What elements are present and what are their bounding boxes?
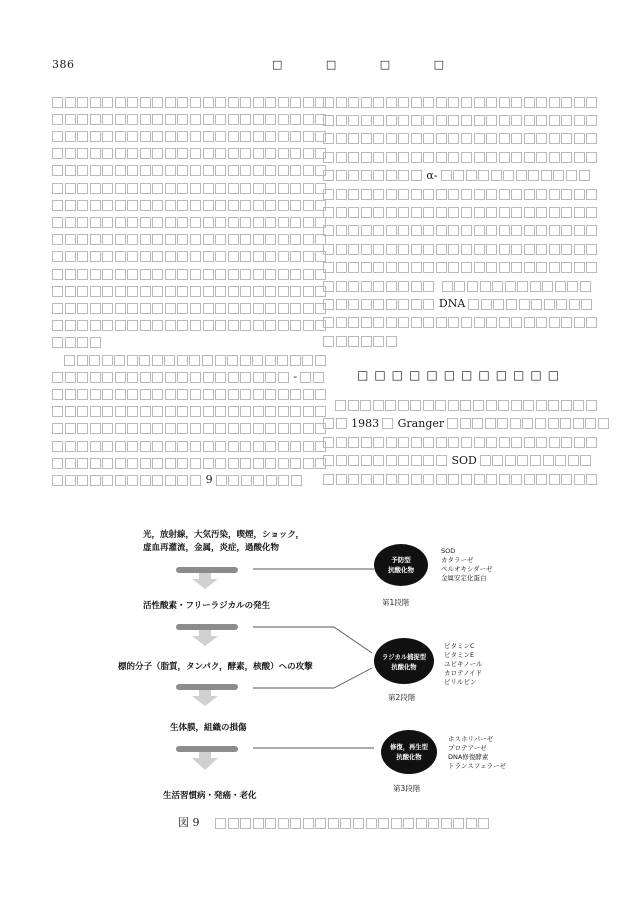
figure-caption-label: 図 9 (178, 816, 200, 829)
flow-arrow-4 (192, 752, 218, 770)
inline-term: 1983 (351, 416, 380, 430)
figure-caption-text (215, 816, 491, 829)
inline-term: DNA (438, 297, 466, 311)
inline-term: Granger (397, 416, 445, 430)
tissue-damage-label: 生体膜，組織の損傷 (170, 723, 247, 733)
stage3-item: プロテアーゼ (448, 744, 487, 752)
stage1-circle (374, 544, 428, 586)
stage1-item: ペルオキシダーゼ (441, 565, 493, 573)
stage2-group (374, 638, 483, 702)
target-molecule-label: 標的分子（脂質，タンパク，酵素，核酸）への攻撃 (118, 662, 313, 672)
stage1-item: 金属安定化蛋白 (441, 574, 487, 582)
page-number: 386 (52, 58, 75, 71)
flow-bar-1 (176, 567, 238, 573)
stage3-caption: 第3段階 (393, 784, 421, 793)
inline-term: - (293, 370, 298, 384)
inline-term: 9 (205, 473, 213, 487)
flow-bar-2 (176, 624, 238, 630)
stage2-item: ビリルビン (444, 678, 477, 686)
connector-lines (253, 569, 374, 748)
connector-stage2-top-diag (334, 627, 372, 653)
stage2-circle-label1: ラジカル捕捉型 (381, 654, 427, 661)
inline-term: α- (426, 168, 438, 182)
radical-generation-label: 活性酸素・フリーラジカルの発生 (143, 601, 271, 611)
flow-arrow-1 (192, 573, 218, 589)
stage1-circle-label1: 予防型 (391, 556, 411, 564)
running-head: □ □ □ □ (272, 58, 465, 71)
stage3-circle-label2: 抗酸化物 (396, 754, 422, 761)
stage3-group (381, 730, 506, 793)
stage1-item: SOD (441, 547, 456, 555)
cause-label-line1: 光，放射線，大気汚染，喫煙，ショック， (143, 530, 304, 540)
stage2-circle (374, 638, 434, 684)
connector-stage2-bottom-diag (334, 668, 372, 688)
flow-arrow-2 (192, 630, 218, 646)
stage1-circle-label2: 抗酸化物 (388, 566, 414, 574)
stage3-circle (381, 730, 437, 774)
stage3-circle-label1: 修復，再生型 (390, 744, 428, 751)
inline-term: SOD (451, 453, 477, 467)
stage3-item: トランスフェラーゼ (448, 762, 506, 770)
stage2-item: ユビキノール (444, 660, 483, 668)
flow-bar-4 (176, 746, 238, 752)
stage2-item: カロテノイド (444, 669, 482, 677)
stage3-item: DNA修復酵素 (448, 753, 489, 761)
stage2-circle-label2: 抗酸化物 (391, 664, 417, 671)
stage3-item: ホスホリパーゼ (448, 735, 494, 743)
stage1-caption: 第1段階 (382, 598, 410, 607)
damage-flow (118, 529, 313, 801)
stage1-item: カタラーゼ (441, 556, 474, 564)
figure-caption (178, 814, 491, 830)
stage2-item: ビタミンC (444, 642, 475, 650)
flow-bar-3 (176, 684, 238, 690)
stage2-item: ビタミンE (444, 651, 475, 659)
section-heading: □□□□□□□□□□□□ (357, 368, 566, 382)
flow-arrow-3 (192, 690, 218, 706)
stage2-caption: 第2段階 (388, 693, 416, 702)
disease-label: 生活習慣病・発癌・老化 (163, 791, 257, 801)
cause-label-line2: 虚血再灌流，金属，炎症，過酸化物 (143, 543, 280, 553)
stage1-group (374, 544, 493, 607)
